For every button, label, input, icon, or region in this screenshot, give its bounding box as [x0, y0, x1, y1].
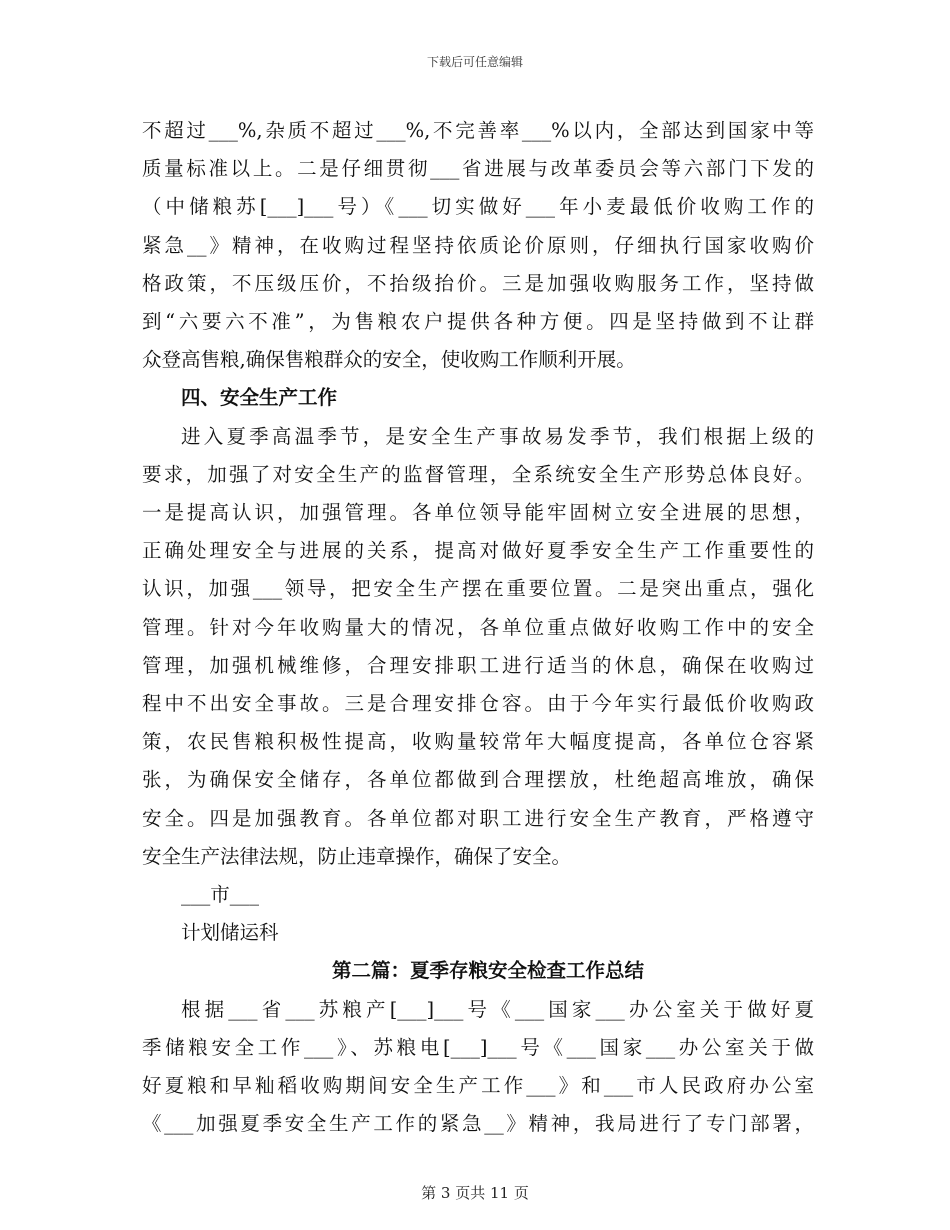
text-line: 紧急__》精神，在收购过程坚持依质论价原则，仔细执行国家收购价	[142, 233, 814, 257]
text-line: 季储粮安全工作___》、苏粮电[___]___号《___国家___办公室关于做	[142, 1035, 814, 1059]
text-line: 进入夏季高温季节，是安全生产事故易发季节，我们根据上级的	[181, 424, 814, 448]
text-line: 策，农民售粮积极性提高，收购量较常年大幅度提高，各单位仓容紧	[142, 730, 814, 754]
text-line: 管理。针对今年收购量大的情况，各单位重点做好收购工作中的安全	[142, 615, 814, 639]
signature-city: ___市___	[181, 883, 260, 907]
text-line: 格政策，不压级压价，不抬级抬价。三是加强收购服务工作，坚持做	[142, 271, 814, 295]
text-line: 一是提高认识，加强管理。各单位领导能牢固树立安全进展的思想，	[142, 501, 814, 525]
signature-department: 计划储运科	[181, 921, 279, 945]
text-line: 认识，加强___领导，把安全生产摆在重要位置。二是突出重点，强化	[142, 577, 814, 601]
text-line: 程中不出安全事故。三是合理安排仓容。由于今年实行最低价收购政	[142, 692, 814, 716]
text-line: 质量标准以上。二是仔细贯彻___省进展与改革委员会等六部门下发的	[142, 157, 814, 181]
section-heading: 四、安全生产工作	[181, 386, 338, 410]
text-line: （中储粮苏[___]___号）《___切实做好___年小麦最低价收购工作的	[142, 195, 814, 219]
page-number: 第 3 页共 11 页	[421, 1184, 529, 1202]
page-header: 下载后可任意编辑	[426, 55, 523, 69]
text-line: 根据___省___苏粮产[___]___号《___国家___办公室关于做好夏	[181, 997, 814, 1021]
text-line: 张，为确保安全储存，各单位都做到合理摆放，杜绝超高堆放，确保	[142, 768, 814, 792]
document-body	[142, 112, 814, 1143]
text-line: 正确处理安全与进展的关系，提高对做好夏季安全生产工作重要性的	[142, 539, 814, 563]
text-line: 到“六要六不准”，为售粮农户提供各种方便。四是坚持做到不让群	[142, 310, 814, 334]
text-line: 不超过___%,杂质不超过___%,不完善率___%以内，全部达到国家中等	[142, 119, 814, 142]
text-line: 好夏粮和早籼稻收购期间安全生产工作___》和___市人民政府办公室	[142, 1074, 814, 1098]
text-line: 管理，加强机械维修，合理安排职工进行适当的休息，确保在收购过	[142, 653, 814, 677]
text-line: 众登高售粮,确保售粮群众的安全，使收购工作顺利开展。	[142, 348, 636, 372]
text-line: 安全生产法律法规，防止违章操作，确保了安全。	[142, 844, 572, 868]
text-line: 安全。四是加强教育。各单位都对职工进行安全生产教育，严格遵守	[142, 806, 814, 830]
text-line: 要求，加强了对安全生产的监督管理，全系统安全生产形势总体良好。	[142, 462, 814, 486]
chapter-title: 第二篇：夏季存粮安全检查工作总结	[331, 959, 644, 983]
text-line: 《___加强夏季安全生产工作的紧急__》精神，我局进行了专门部署，	[142, 1112, 814, 1136]
